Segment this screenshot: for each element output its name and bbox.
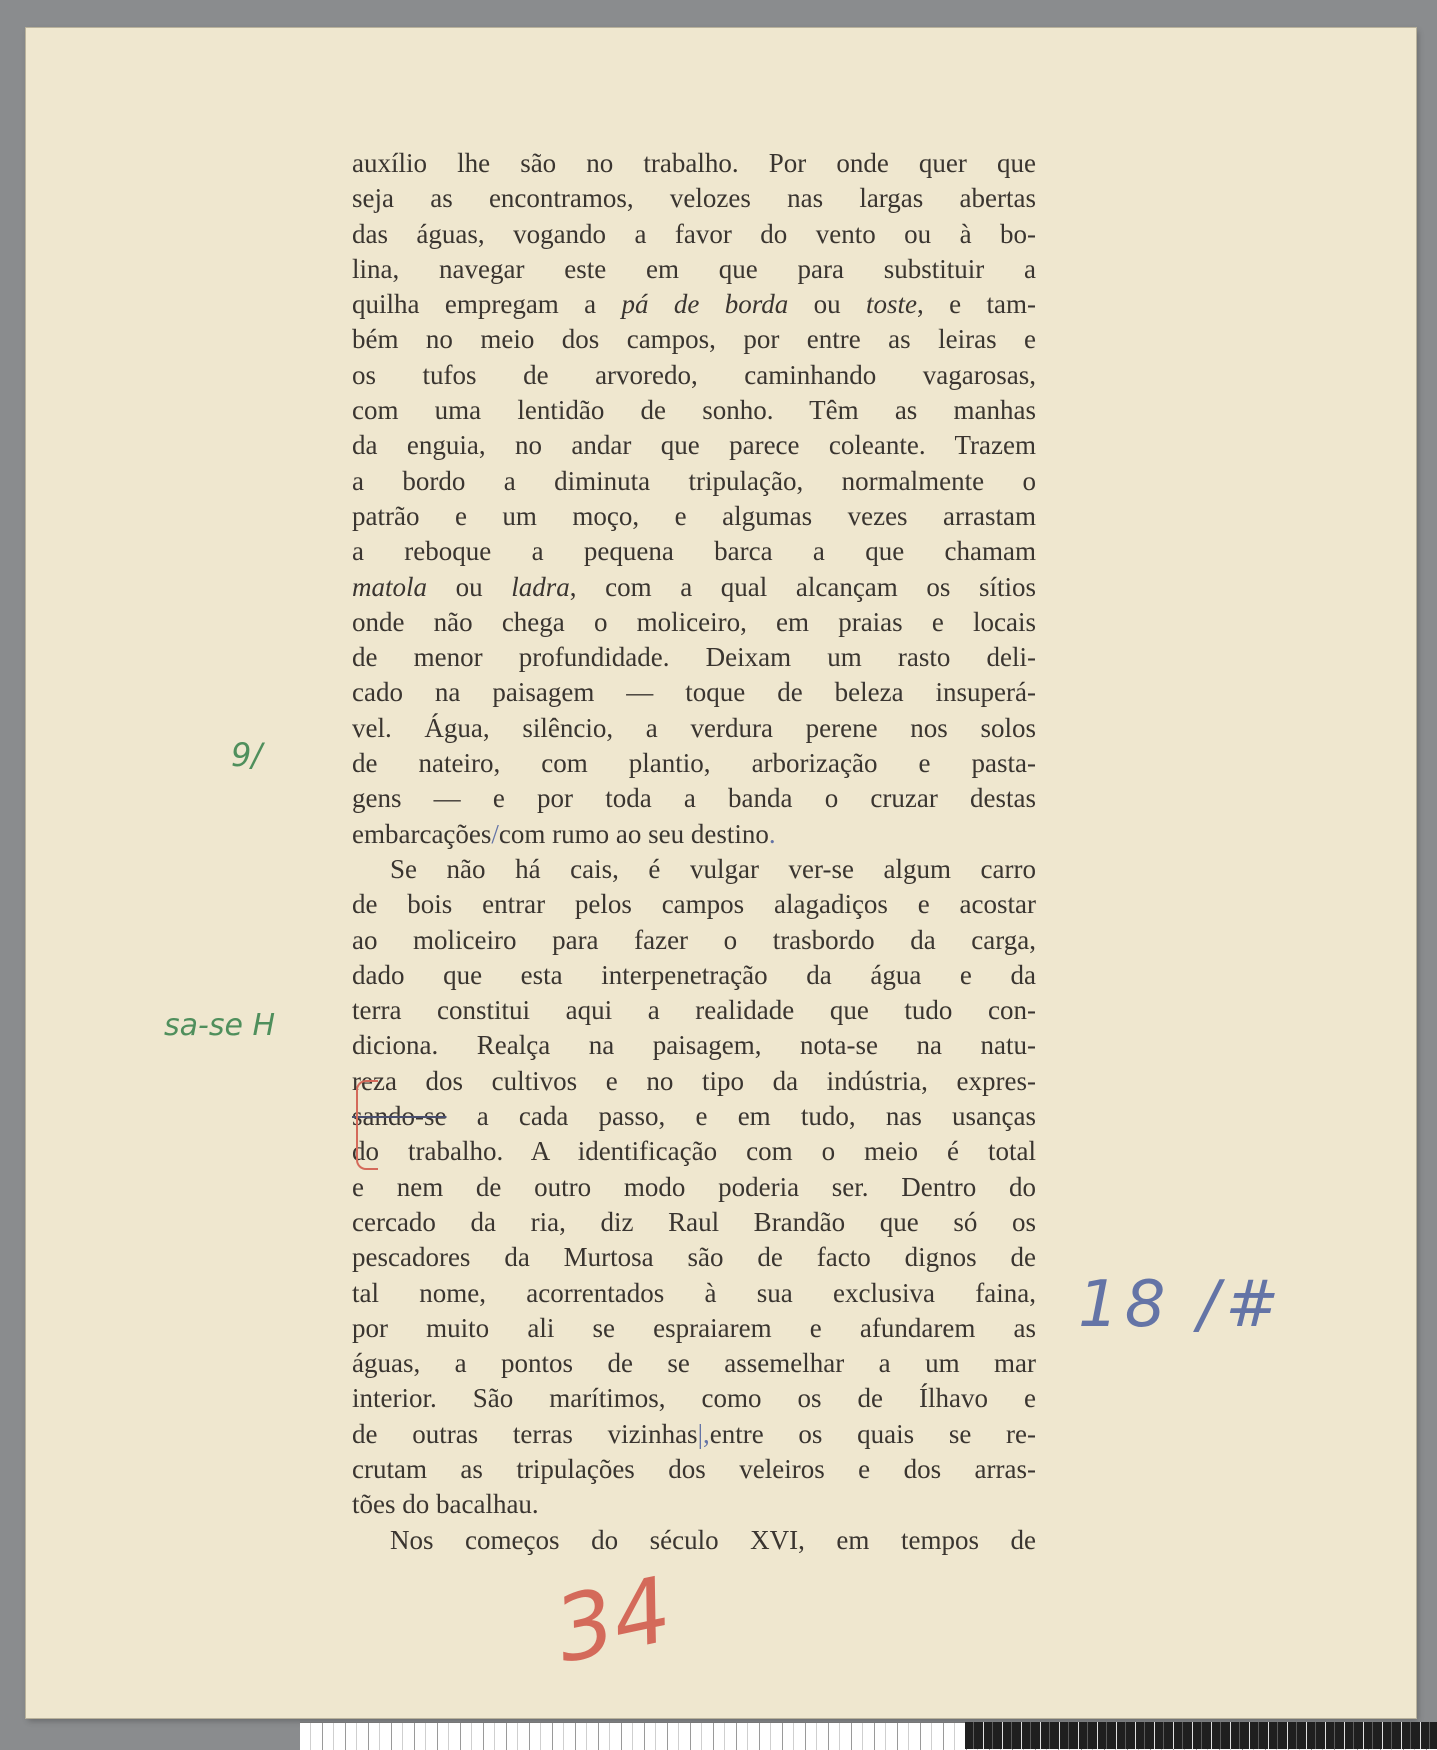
text-line: terra constitui aqui a realidade que tudo con- — [352, 995, 1036, 1026]
text-line: tal nome, acorrentados à sua exclusiva faina, — [352, 1277, 1036, 1308]
text-segment: , com a qual alcançam os sítios — [569, 571, 1037, 602]
insertion-mark: |, — [697, 1418, 710, 1449]
text-line — [352, 1099, 1036, 1134]
text-line: tões do bacalhau. — [352, 1489, 539, 1520]
text-line: gens — e por toda a banda o cruzar destas — [352, 783, 1036, 814]
text-line: interior. São marítimos, como os de Ílhavo e — [352, 1383, 1036, 1414]
page-number: 34 — [546, 1557, 681, 1684]
text-line: a bordo a diminuta tripulação, normalmente o — [352, 465, 1036, 496]
body-text — [352, 146, 1036, 1558]
text-segment: quilha empregam a — [352, 289, 597, 320]
text-line: ao moliceiro para fazer o trasbordo da carga, — [352, 924, 1036, 955]
text-line: diciona. Realça na paisagem, nota-se na natu- — [352, 1030, 1036, 1061]
margin-note-right: 18 /# — [1078, 1268, 1285, 1342]
text-line: águas, a pontos de se assemelhar a um mar — [352, 1348, 1036, 1379]
margin-note-left: sa-se H — [164, 1008, 276, 1043]
text-segment: entre os quais se re- — [709, 1418, 1037, 1449]
italic-term: pá de borda — [621, 289, 789, 320]
color-calibration-strip — [965, 1722, 1437, 1749]
text-line: de menor profundidade. Deixam um rasto deli- — [352, 642, 1036, 673]
text-line: os tufos de arvoredo, caminhando vagarosas, — [352, 359, 1036, 390]
correction-bracket — [356, 1080, 378, 1170]
italic-term: matola — [352, 571, 428, 602]
text-line: a reboque a pequena barca a que chamam — [352, 536, 1036, 567]
text-segment: ou — [455, 571, 483, 602]
text-segment: com rumo ao seu destino — [498, 818, 769, 849]
text-line: do trabalho. A identificação com o meio é total — [352, 1136, 1036, 1167]
italic-term: ladra — [511, 571, 570, 602]
text-segment: embarcações — [352, 818, 492, 849]
text-line: auxílio lhe são no trabalho. Por onde quer que — [352, 148, 1036, 178]
text-line: reza dos cultivos e no tipo da indústria, expres- — [352, 1065, 1036, 1096]
text-line: patrão e um moço, e algumas vezes arrastam — [352, 500, 1036, 531]
text-segment: , e tam- — [917, 289, 1037, 320]
struck-text: sando-se — [352, 1101, 447, 1132]
correction-mark: . — [768, 818, 776, 849]
text-line: por muito ali se espraiarem e afundarem as — [352, 1312, 1036, 1343]
italic-term: toste — [866, 289, 918, 320]
text-line: das águas, vogando a favor do vento ou à bo- — [352, 218, 1036, 249]
text-line: pescadores da Murtosa são de facto dignos de — [352, 1242, 1036, 1273]
margin-note-left: 9/ — [231, 736, 263, 774]
text-line: onde não chega o moliceiro, em praias e locais — [352, 606, 1036, 637]
text-segment: ou — [813, 289, 841, 320]
text-line: seja as encontramos, velozes nas largas abertas — [352, 183, 1036, 214]
text-segment: de outras terras vizinhas — [352, 1418, 698, 1449]
text-line: cado na paisagem — toque de beleza insuperá- — [352, 677, 1036, 708]
text-line: e nem de outro modo poderia ser. Dentro do — [352, 1171, 1036, 1202]
text-line: dado que esta interpenetração da água e da — [352, 959, 1036, 990]
document-page — [26, 28, 1416, 1718]
text-line — [352, 287, 1036, 322]
text-line: bém no meio dos campos, por entre as leiras e — [352, 324, 1036, 355]
text-line — [352, 1417, 1036, 1452]
text-line: crutam as tripulações dos veleiros e dos arras- — [352, 1453, 1036, 1484]
text-line: com uma lentidão de sonho. Têm as manhas — [352, 395, 1036, 426]
text-line: cercado da ria, diz Raul Brandão que só os — [352, 1206, 1036, 1237]
text-line: de nateiro, com plantio, arborização e pasta- — [352, 748, 1036, 779]
text-line: Se não há cais, é vulgar ver-se algum carro — [390, 853, 1036, 884]
text-line: Nos começos do século XVI, em tempos de — [390, 1524, 1036, 1555]
text-segment: a cada passo, e em tudo, nas usanças — [476, 1101, 1037, 1132]
text-line: vel. Água, silêncio, a verdura perene nos solos — [352, 712, 1036, 743]
text-line: de bois entrar pelos campos alagadiços e acostar — [352, 889, 1036, 920]
text-line — [352, 817, 1036, 852]
text-line — [352, 570, 1036, 605]
insertion-mark: / — [491, 818, 499, 849]
text-line: da enguia, no andar que parece coleante. Trazem — [352, 430, 1036, 461]
text-line: lina, navegar este em que para substituir a — [352, 253, 1036, 284]
